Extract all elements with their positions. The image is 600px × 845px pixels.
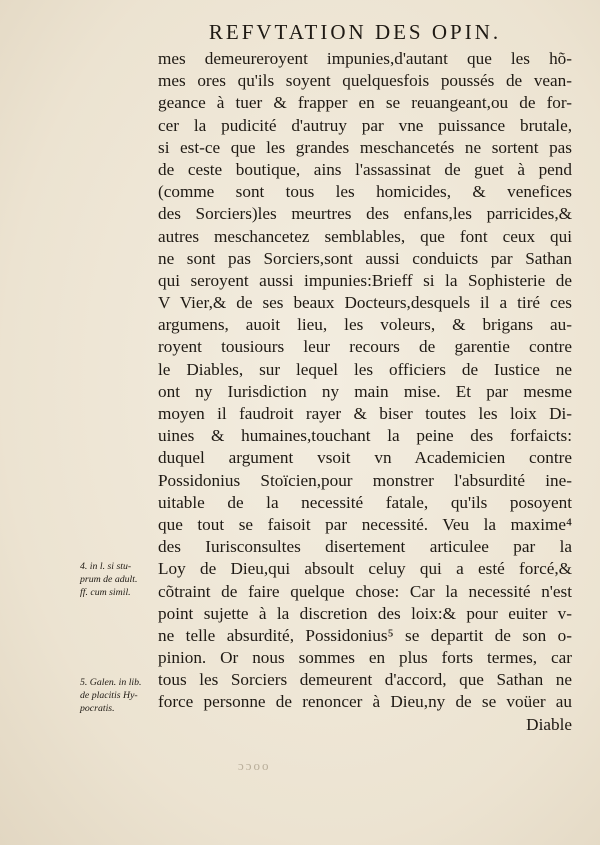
text-line: tous les Sorciers demeurent d'accord, que Sathan ne xyxy=(158,670,572,690)
text-line: argumens, auoit lieu, les voleurs, & brigans au- xyxy=(158,315,572,335)
text-line: Diable xyxy=(526,714,572,734)
text-line: autres meschancetez semblables, que font ceux qui xyxy=(158,226,572,246)
margin-note-line: pocratis. xyxy=(80,703,115,714)
text-line: pinion. Or nous sommes en plus forts termes, car xyxy=(158,648,572,668)
text-line: uitable de la necessité fatale, qu'ils posoyent xyxy=(158,492,572,512)
text-line: point sujette à la discretion des loix:& pour euiter v- xyxy=(158,603,572,623)
text-line: Possidonius Stoïcien,pour monstrer l'absurdité ine- xyxy=(158,470,572,490)
body-text xyxy=(158,48,572,736)
margin-note-line: ff. cum simil. xyxy=(80,587,131,598)
margin-note-line: prum de adult. xyxy=(80,574,138,585)
text-line: qui seroyent aussi impunies:Brieff si la Sophisterie de xyxy=(158,270,572,290)
text-line: si est-ce que les grandes meschancetés ne sortent pas xyxy=(158,137,572,157)
text-line: moyen il faudroit rayer & biser toutes les loix Di- xyxy=(158,404,572,423)
text-line: ne telle absurdité, Possidonius⁵ se departit de son o- xyxy=(158,625,572,645)
running-title: REFVTATION DES OPIN. xyxy=(208,20,502,44)
text-line: Loy de Dieu,qui absoult celuy qui a esté forcé,& xyxy=(158,559,572,579)
margin-note-4 xyxy=(80,560,160,599)
text-line: (comme sont tous les homicides, & venefices xyxy=(158,182,572,202)
text-line: geance à tuer & frapper en se reuangeant,ou de for- xyxy=(158,93,572,113)
text-line: mes demeureroyent impunies,d'autant que les hõ- xyxy=(158,49,572,68)
text-line: royent tousiours leur recours de garentie contre xyxy=(158,337,572,357)
text-line: des Sorciers)les meurtres des enfans,les parricides,& xyxy=(158,204,572,224)
text-line: ne sont pas Sorciers,sont aussi conduicts par Sathan xyxy=(158,248,572,268)
text-line: uines & humaines,touchant la peine des forfaicts: xyxy=(158,426,572,446)
text-line: que tout se faisoit par necessité. Veu la maxime⁴ xyxy=(158,514,572,534)
text-line: V Vier,& de ses beaux Docteurs,desquels il a tiré ces xyxy=(158,293,572,313)
margin-note-line: de placitis Hy- xyxy=(80,690,138,701)
text-line: des Iurisconsultes disertement articulee par la xyxy=(158,537,572,557)
margin-note-line: 5. Galen. in lib. xyxy=(80,677,142,688)
margin-note-line: 4. in l. si stu- xyxy=(80,561,132,572)
text-line: ont ny Iurisdiction ny main mise. Et par mesme xyxy=(158,381,572,401)
text-line: cer la pudicité d'autruy par vne puissance brutale, xyxy=(158,115,572,135)
text-line: duquel argument vsoit vn Academicien contre xyxy=(158,448,572,468)
bleed-through-ornament: ɔɔoo xyxy=(238,758,271,773)
text-line: de ceste boutique, ains l'assassinat de guet à pend xyxy=(158,159,572,179)
margin-note-5 xyxy=(80,676,160,715)
text-line: mes ores qu'ils soyent quelquesfois poussés de vean- xyxy=(158,71,572,91)
text-line: force personne de renoncer à Dieu,ny de se voüer au xyxy=(158,692,572,712)
text-line: le Diables, sur lequel les officiers de Iustice ne xyxy=(158,359,572,379)
text-line: cõtraint de faire quelque chose: Car la necessité n'est xyxy=(158,581,572,601)
